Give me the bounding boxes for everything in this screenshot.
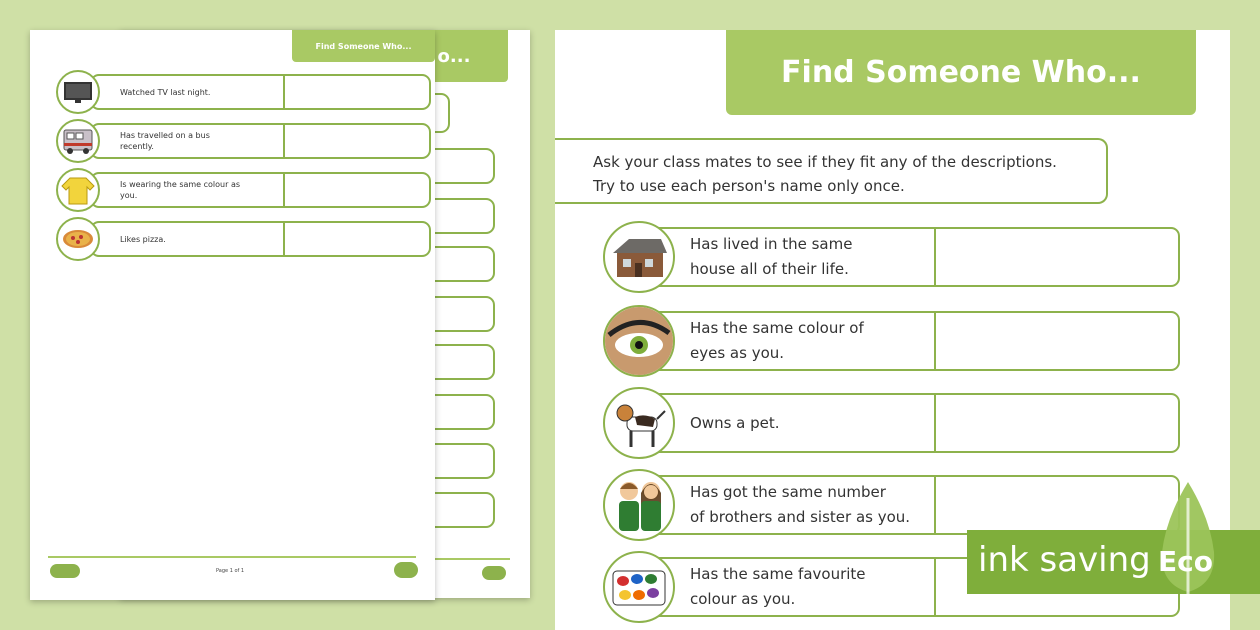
ink-saving-label: ink saving [978, 540, 1151, 580]
front-answer-cell[interactable] [283, 223, 429, 255]
eco-label: Eco [1158, 545, 1213, 578]
instructions-line-2: Try to use each person's name only once. [593, 177, 905, 195]
main-row-eye [630, 311, 1180, 371]
front-page-title [292, 30, 435, 62]
main-row-text [632, 562, 934, 612]
twinkl-logo-icon [50, 564, 80, 578]
front-footer-line [48, 556, 416, 558]
main-row-line: Owns a pet. [690, 413, 780, 432]
main-row-line: colour as you. [690, 590, 796, 608]
dog-icon [603, 387, 675, 459]
paint-palette-icon [603, 551, 675, 623]
children-icon [603, 469, 675, 541]
main-answer-cell[interactable] [934, 395, 1178, 451]
main-row-line: of brothers and sister as you. [690, 508, 911, 526]
front-row-pizza [90, 221, 431, 257]
front-page-title-text: Find Someone Who... [315, 41, 412, 51]
back-footer-logo-icon [482, 566, 506, 580]
main-row-line: house all of their life. [690, 260, 849, 278]
front-row-text: Is wearing the same colour as you. [120, 180, 241, 200]
front-row-text: Likes pizza. [120, 234, 166, 244]
front-row-text: Watched TV last night. [120, 87, 211, 97]
bus-icon [56, 119, 100, 163]
instructions-box [555, 138, 1108, 204]
main-row-line: Has lived in the same [690, 235, 853, 253]
television-icon [56, 70, 100, 114]
instructions-line-1: Ask your class mates to see if they fit any of the descriptions. [593, 153, 1057, 171]
front-worksheet-page [30, 30, 435, 600]
front-answer-cell[interactable] [283, 125, 429, 157]
front-row-bus [90, 123, 431, 159]
main-answer-cell[interactable] [934, 313, 1178, 369]
main-row-pet [630, 393, 1180, 453]
main-answer-cell[interactable] [934, 477, 1178, 533]
main-row-text [632, 480, 934, 530]
main-row-line: eyes as you. [690, 344, 785, 362]
front-row-text: Has travelled on a bus recently. [120, 131, 210, 151]
main-row-line: Has got the same number [690, 483, 886, 501]
main-row-text [632, 316, 934, 366]
main-page-title [726, 30, 1196, 115]
main-row-text [632, 411, 934, 436]
main-row-line: Has the same colour of [690, 319, 864, 337]
house-icon [603, 221, 675, 293]
front-row-jumper [90, 172, 431, 208]
front-footer-page-number: Page 1 of 1 [216, 568, 245, 574]
main-page-title-text: Find Someone Who... [781, 55, 1141, 90]
jumper-icon [56, 168, 100, 212]
front-footer-eco-logo-icon [394, 562, 418, 578]
front-row-tv [90, 74, 431, 110]
main-row-text [632, 232, 934, 282]
main-row-siblings [630, 475, 1180, 535]
eye-icon [603, 305, 675, 377]
front-answer-cell[interactable] [283, 76, 429, 108]
main-answer-cell[interactable] [934, 229, 1178, 285]
back-page-title-text: o... [437, 45, 471, 67]
main-row-house [630, 227, 1180, 287]
main-row-line: Has the same favourite [690, 565, 866, 583]
pizza-icon [56, 217, 100, 261]
front-answer-cell[interactable] [283, 174, 429, 206]
